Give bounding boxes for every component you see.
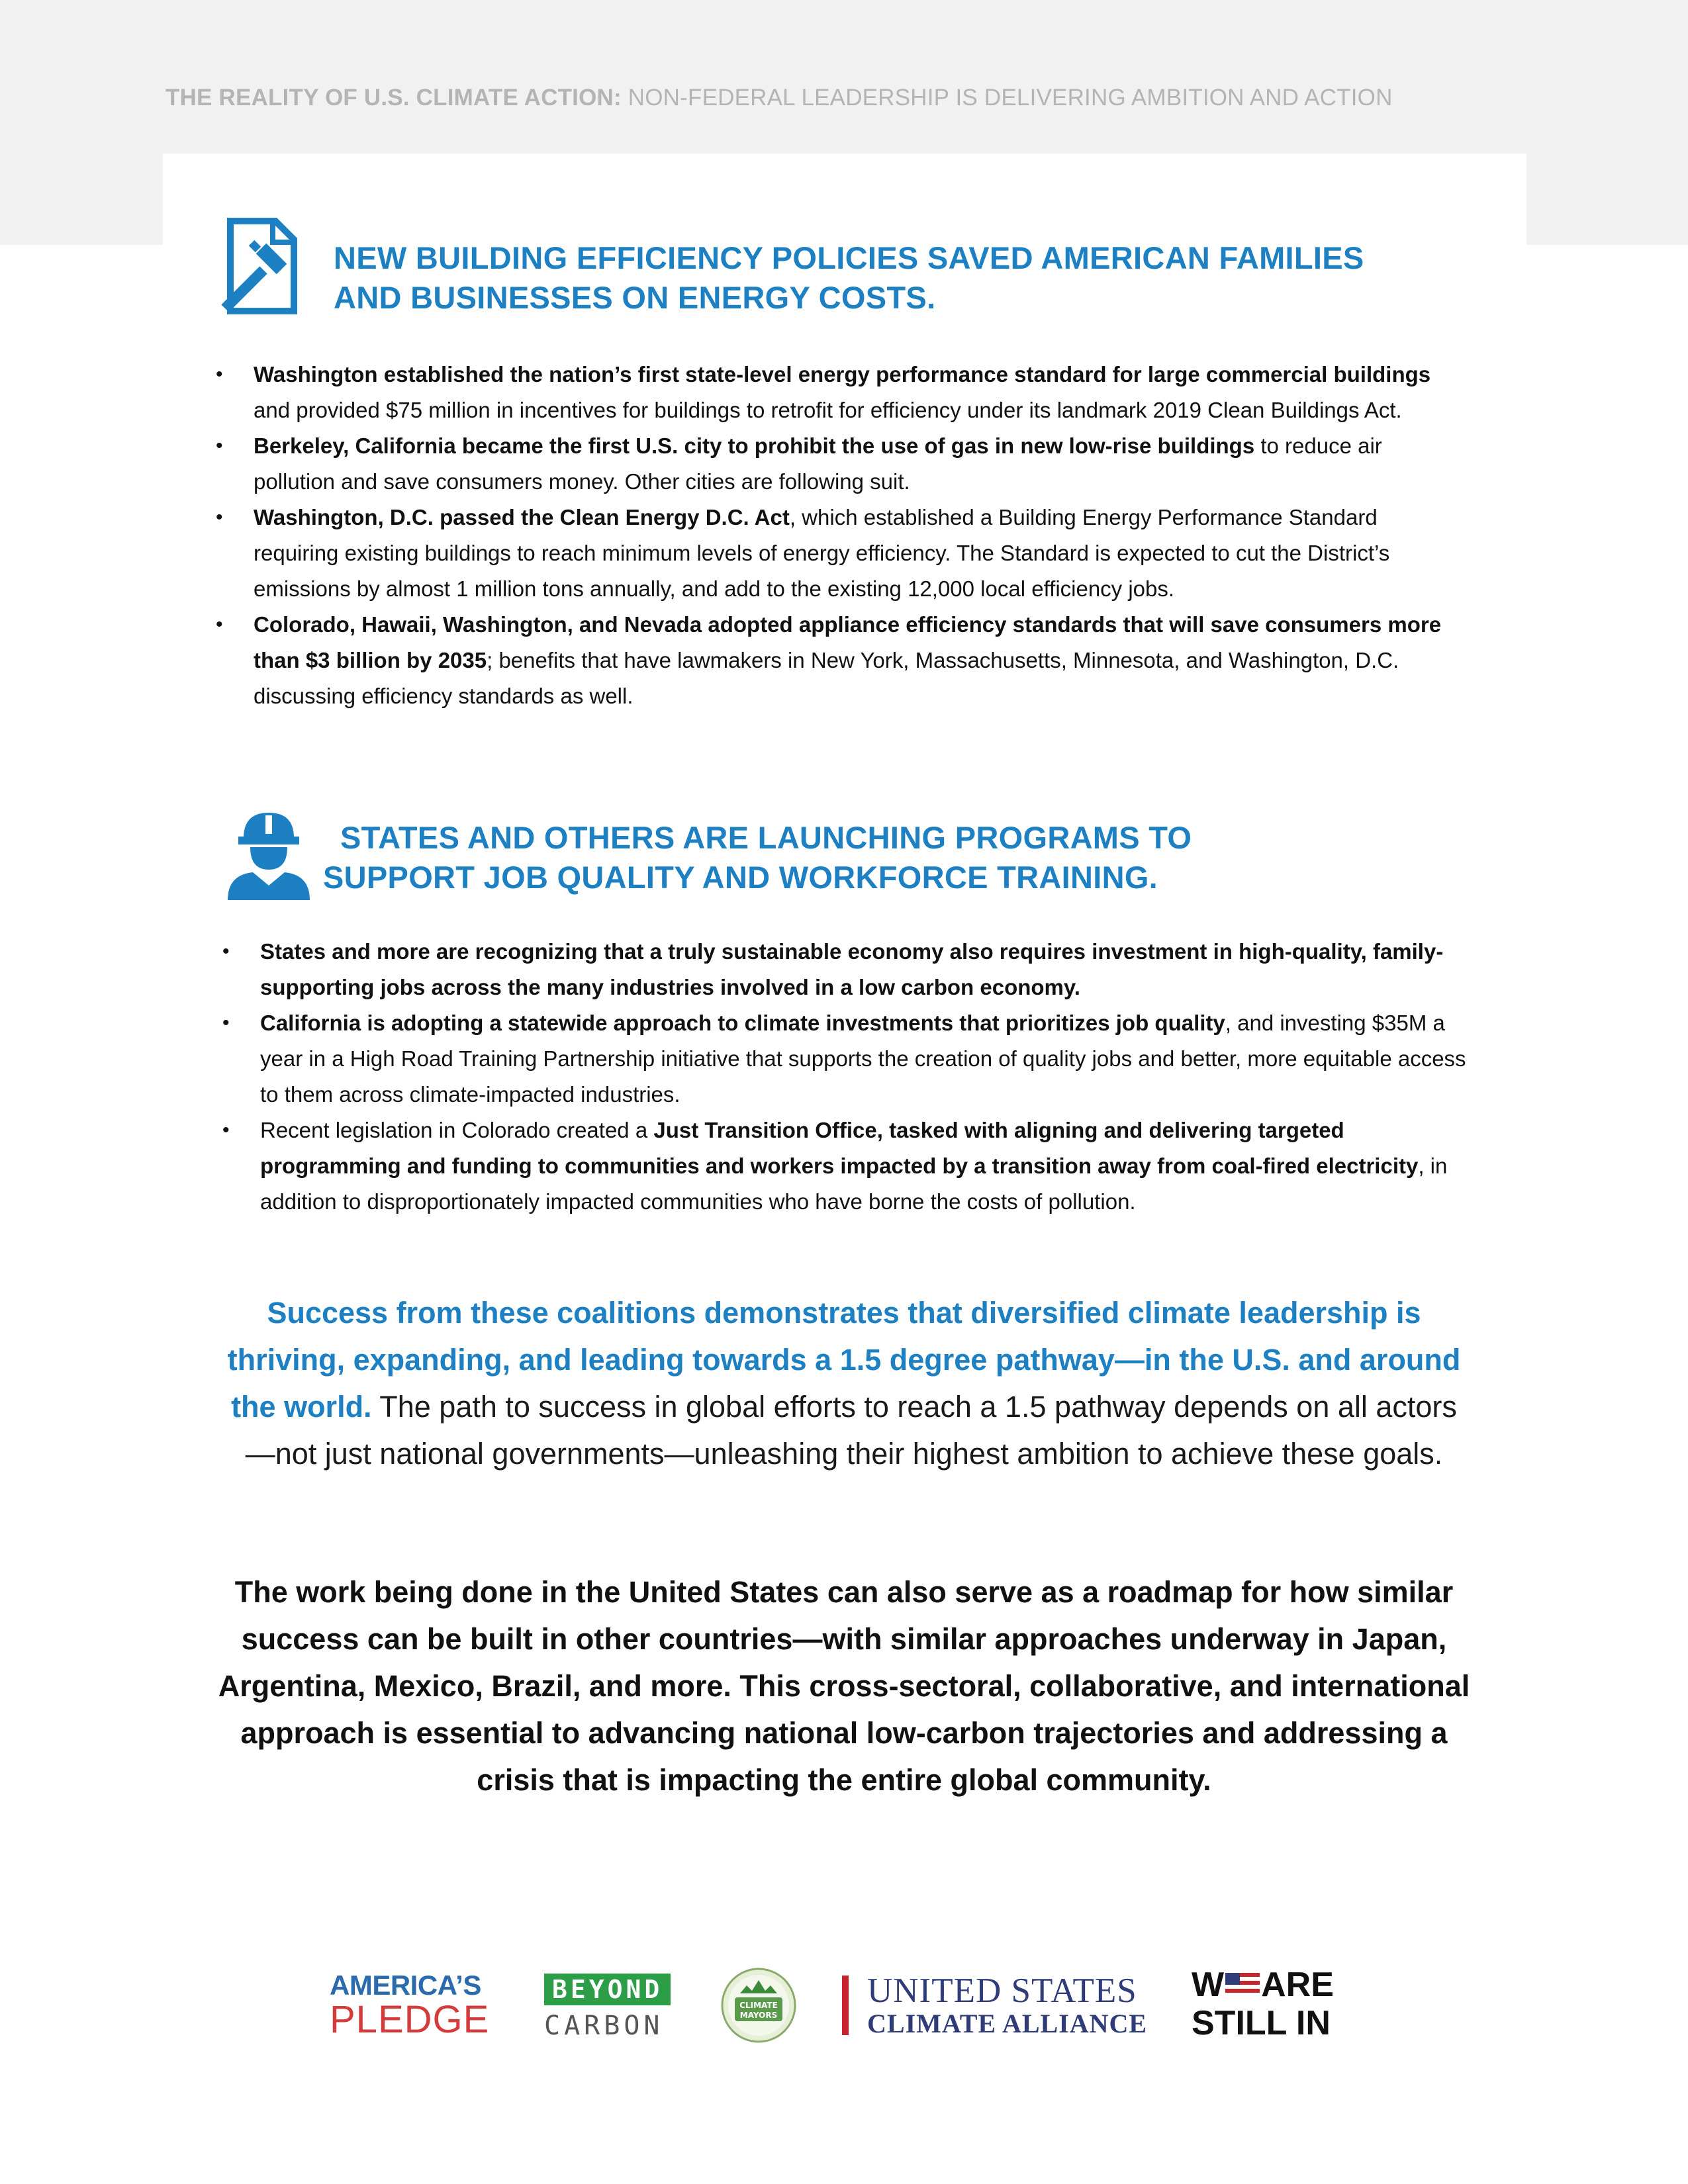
section-heading-building-efficiency: NEW BUILDING EFFICIENCY POLICIES SAVED AMERICAN FAMILIES AND BUSINESSES ON ENERGY COSTS. bbox=[334, 240, 1364, 315]
americas-pledge-logo: AMERICA’S PLEDGE bbox=[330, 1970, 490, 2041]
list-item: • Washington, D.C. passed the Clean Energy D.C. Act, which established a Building Energy Performance Standard requiring existing buildings to reach minimum levels of energy efficiency. The Standard is expected to cut the District’s emissions by almost 1 million tons annually, and add to the existing 12,000 local efficiency jobs. bbox=[254, 500, 1468, 607]
us-flag-icon bbox=[1225, 1973, 1260, 1997]
list-item: • States and more are recognizing that a truly sustainable economy also requires investment in high-quality, family-supporting jobs across the many industries involved in a low carbon economy. bbox=[260, 934, 1472, 1005]
beyond-carbon-logo: BEYOND CARBON bbox=[544, 1974, 671, 2041]
roadmap-statement: The work being done in the United States can also serve as a roadmap for how similar success can be built in other countries—with similar approaches underway in Japan, Argentina, Mexico, Brazil, and more. This cross-sectoral, collaborative, and international approach is essential to advancing national low-carbon trajectories and addressing a crisis that is impacting the entire global community. bbox=[218, 1575, 1470, 1797]
section-heading-workforce: STATES AND OTHERS ARE LAUNCHING PROGRAMS TO SUPPORT JOB QUALITY AND WORKFORCE TRAINING. bbox=[323, 820, 1192, 895]
usca-logo: UNITED STATES CLIMATE ALLIANCE bbox=[842, 1972, 1147, 2038]
document-gavel-icon bbox=[216, 212, 299, 316]
hard-hat-worker-icon bbox=[224, 806, 314, 901]
list-item: • Colorado, Hawaii, Washington, and Nevada adopted appliance efficiency standards that will save consumers more than $3 billion by 2035; benefits that have lawmakers in New York, Massachusetts, Minnesota, and Washington, D.C. discussing efficiency standards as well. bbox=[254, 607, 1468, 714]
climate-mayors-line1: CLIMATE bbox=[739, 2001, 778, 2010]
list-item: • Washington established the nation’s first state-level energy performance standard for large commercial buildings and provided $75 million in incentives for buildings to retrofit for efficiency under its landmark 2019 Clean Buildings Act. bbox=[254, 357, 1468, 428]
workforce-list bbox=[260, 934, 1472, 1220]
usca-red-bar bbox=[842, 1976, 849, 2035]
we-are-still-in-logo: W ARE STILL IN bbox=[1192, 1966, 1334, 2042]
page-header: THE REALITY OF U.S. CLIMATE ACTION: NON-FEDERAL LEADERSHIP IS DELIVERING AMBITION AND ACTION bbox=[165, 85, 1393, 111]
success-statement: Success from these coalitions demonstrates that diversified climate leadership is thriving, expanding, and leading towards a 1.5 degree pathway—in the U.S. and around the world. The path to success in global efforts to reach a 1.5 pathway depends on all actors—not just national governments—unleashing their highest ambition to achieve these goals. bbox=[227, 1296, 1461, 1471]
climate-mayors-logo bbox=[720, 1967, 797, 2044]
list-item: • Berkeley, California became the first U.S. city to prohibit the use of gas in new low-rise buildings to reduce air pollution and save consumers money. Other cities are following suit. bbox=[254, 428, 1468, 500]
list-item: • Recent legislation in Colorado created a Just Transition Office, tasked with aligning and delivering targeted programming and funding to communities and workers impacted by a transition away from coal-fired electricity, in addition to disproportionately impacted communities who have borne the costs of pollution. bbox=[260, 1113, 1472, 1220]
list-item: • California is adopting a statewide approach to climate investments that prioritizes job quality, and investing $35M a year in a High Road Training Partnership initiative that supports the creation of quality jobs and better, more equitable access to them across climate-impacted industries. bbox=[260, 1005, 1472, 1113]
building-efficiency-list bbox=[254, 357, 1468, 714]
climate-mayors-line2: MAYORS bbox=[739, 2011, 778, 2020]
